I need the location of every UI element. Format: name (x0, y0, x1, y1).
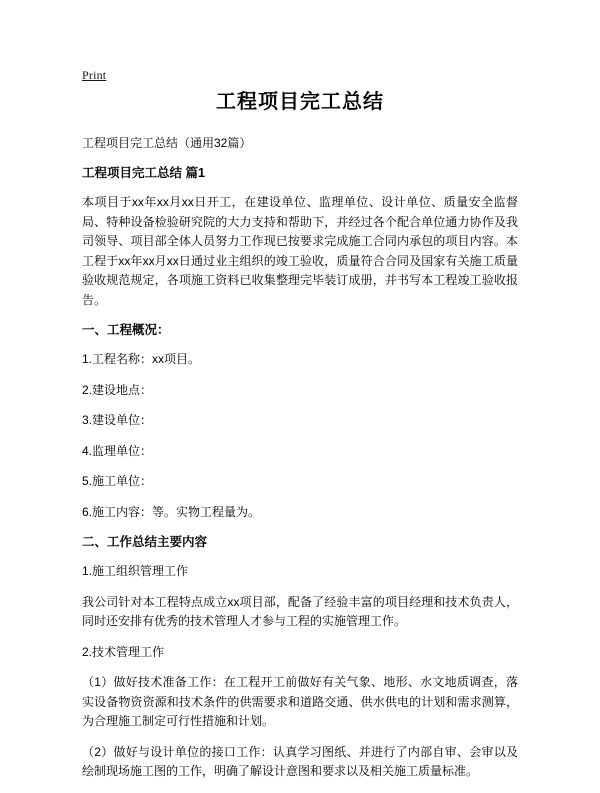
list-item: 5.施工单位： (82, 474, 153, 488)
list-item: 6.施工内容：等。实物工程量为。 (82, 504, 261, 519)
article-heading: 工程项目完工总结 篇1 (82, 166, 205, 180)
list-item: 2.建设地点： (82, 382, 153, 397)
section-paragraph-1: 我公司针对本工程特点成立xx项目部，配备了经验丰富的项目经理和技术负责人，同时还安排有优秀的技术管理人才参与工程的实施管理工作。 (82, 594, 518, 628)
document-subtitle: 工程项目完工总结（通用32篇） (82, 136, 252, 150)
intro-paragraph: 本项目于xx年xx月xx日开工，在建设单位、监理单位、设计单位、质量安全监督局、特种设备检验研究院的大力支持和帮助下，并经过各个配合单位通力协作及我司领导、项目部全体人员努力工作现已按要求完成施工合同内承包的项目内容。本工程于xx年xx月xx日通过业主组织的竣工验收，质量符合合同及国家有关施工质量验收规范规定，各项施工资料已收集整理完毕装订成册，并书写本工程竣工验收报告。 (82, 195, 518, 307)
section-paragraph-2: （1）做好技术准备工作：在工程开工前做好有关气象、地形、水文地质调查，落实设备物资资源和技术条件的供需要求和道路交通、供水供电的计划和需求测算，为合理施工制定可行性措施和计划。 (82, 675, 518, 728)
page-title: 工程项目完工总结 (216, 91, 384, 113)
print-link[interactable]: Print (82, 68, 107, 82)
document-content (82, 88, 518, 793)
subsection-heading-1: 1.施工组织管理工作 (82, 564, 189, 578)
section-paragraph-3: （2）做好与设计单位的接口工作：认真学习图纸、并进行了内部自审、会审以及绘制现场施工图的工作，明确了解设计意图和要求以及相关施工质量标准。 (82, 744, 518, 778)
section-heading-1: 一、工程概况： (82, 323, 170, 337)
list-item: 4.监理单位： (82, 443, 153, 458)
list-item: 1.工程名称：xx项目。 (82, 352, 201, 366)
subsection-heading-2: 2.技术管理工作 (82, 644, 165, 659)
list-item: 3.建设单位： (82, 413, 153, 427)
section-heading-2: 二、工作总结主要内容 (82, 535, 208, 549)
